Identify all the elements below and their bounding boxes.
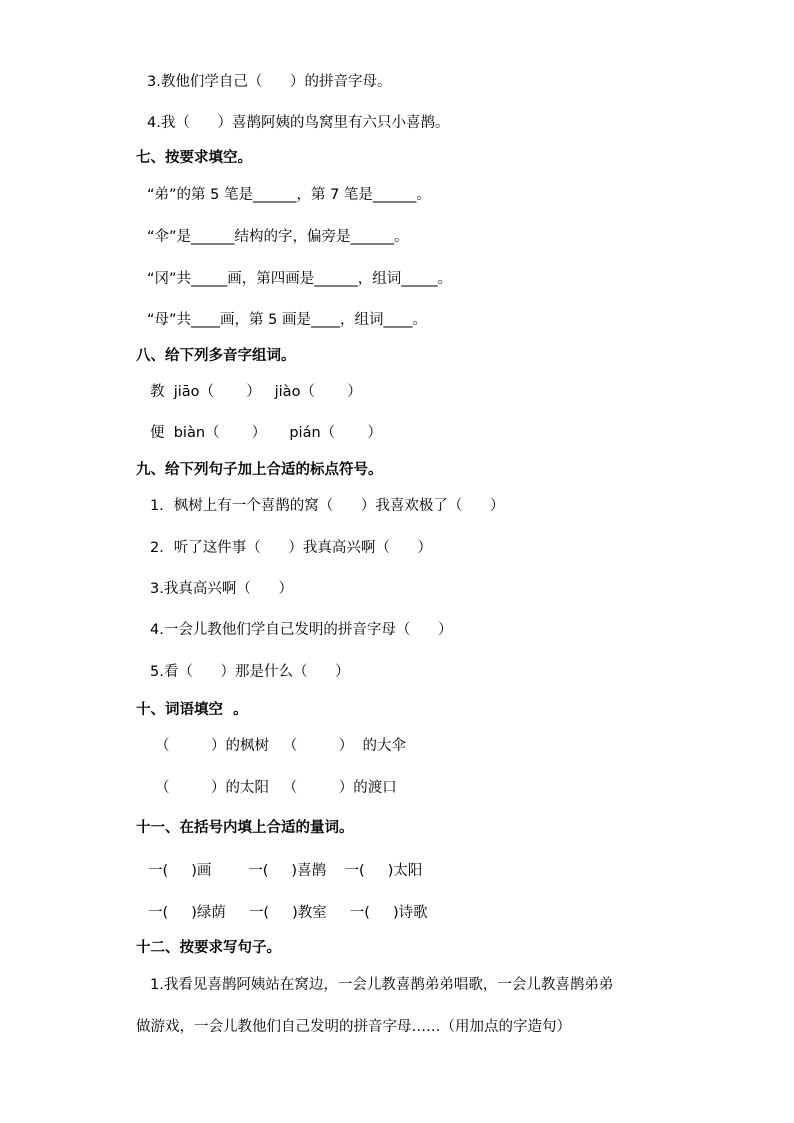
sec11-item-1: 一( )画 一( )喜鹊 一( )太阳: [148, 863, 423, 879]
sec9-item-5: 5.看（ ）那是什么（ ）: [150, 664, 350, 680]
sec12-item-1-line-1: 1.我看见喜鹊阿姨站在窝边，一会儿教喜鹊弟弟唱歌，一会儿教喜鹊弟弟: [150, 977, 614, 993]
sec10-item-1: （ ）的枫树 （ ） 的大伞: [155, 738, 407, 754]
section-9-heading: 九、给下列句子加上合适的标点符号。: [136, 462, 383, 478]
sec9-item-1: 1．枫树上有一个喜鹊的窝（ ）我喜欢极了（ ）: [150, 498, 505, 514]
section-12-heading: 十二、按要求写句子。: [136, 940, 281, 956]
sec8-item-2: 便 biàn（ ） pián（ ）: [150, 425, 382, 441]
sec8-item-1: 教 jiāo（ ） jiào（ ）: [150, 384, 362, 400]
sec7-item-4: “母”共____画，第 5 画是____，组词____。: [147, 312, 427, 328]
section-8-heading: 八、给下列多音字组词。: [136, 348, 296, 364]
section-7-heading: 七、按要求填空。: [136, 150, 252, 166]
sec9-item-3: 3.我真高兴啊（ ）: [150, 581, 293, 597]
sec7-item-1: “弟”的第 5 笔是______，第 7 笔是______。: [147, 187, 431, 203]
sec12-item-1-line-2: 做游戏，一会儿教他们自己发明的拼音字母……（用加点的字造句）: [136, 1019, 571, 1035]
sec7-item-2: “伞”是______结构的字，偏旁是______。: [147, 229, 409, 245]
sec9-item-4: 4.一会儿教他们学自己发明的拼音字母（ ）: [150, 622, 453, 638]
section-11-heading: 十一、在括号内填上合适的量词。: [136, 820, 354, 836]
sec11-item-2: 一( )绿荫 一( )教室 一( )诗歌: [148, 905, 428, 921]
section-10-heading: 十、词语填空 。: [136, 702, 248, 718]
sec7-item-3: “冈”共_____画，第四画是______，组词_____。: [147, 271, 453, 287]
sec10-item-2: （ ）的太阳 （ ）的渡口: [155, 780, 397, 796]
question-4: 4.我（ ）喜鹊阿姨的鸟窝里有六只小喜鹊。: [147, 115, 450, 131]
sec9-item-2: 2．听了这件事（ ）我真高兴啊（ ）: [150, 540, 433, 556]
question-3: 3.教他们学自己（ ）的拼音字母。: [147, 74, 392, 90]
